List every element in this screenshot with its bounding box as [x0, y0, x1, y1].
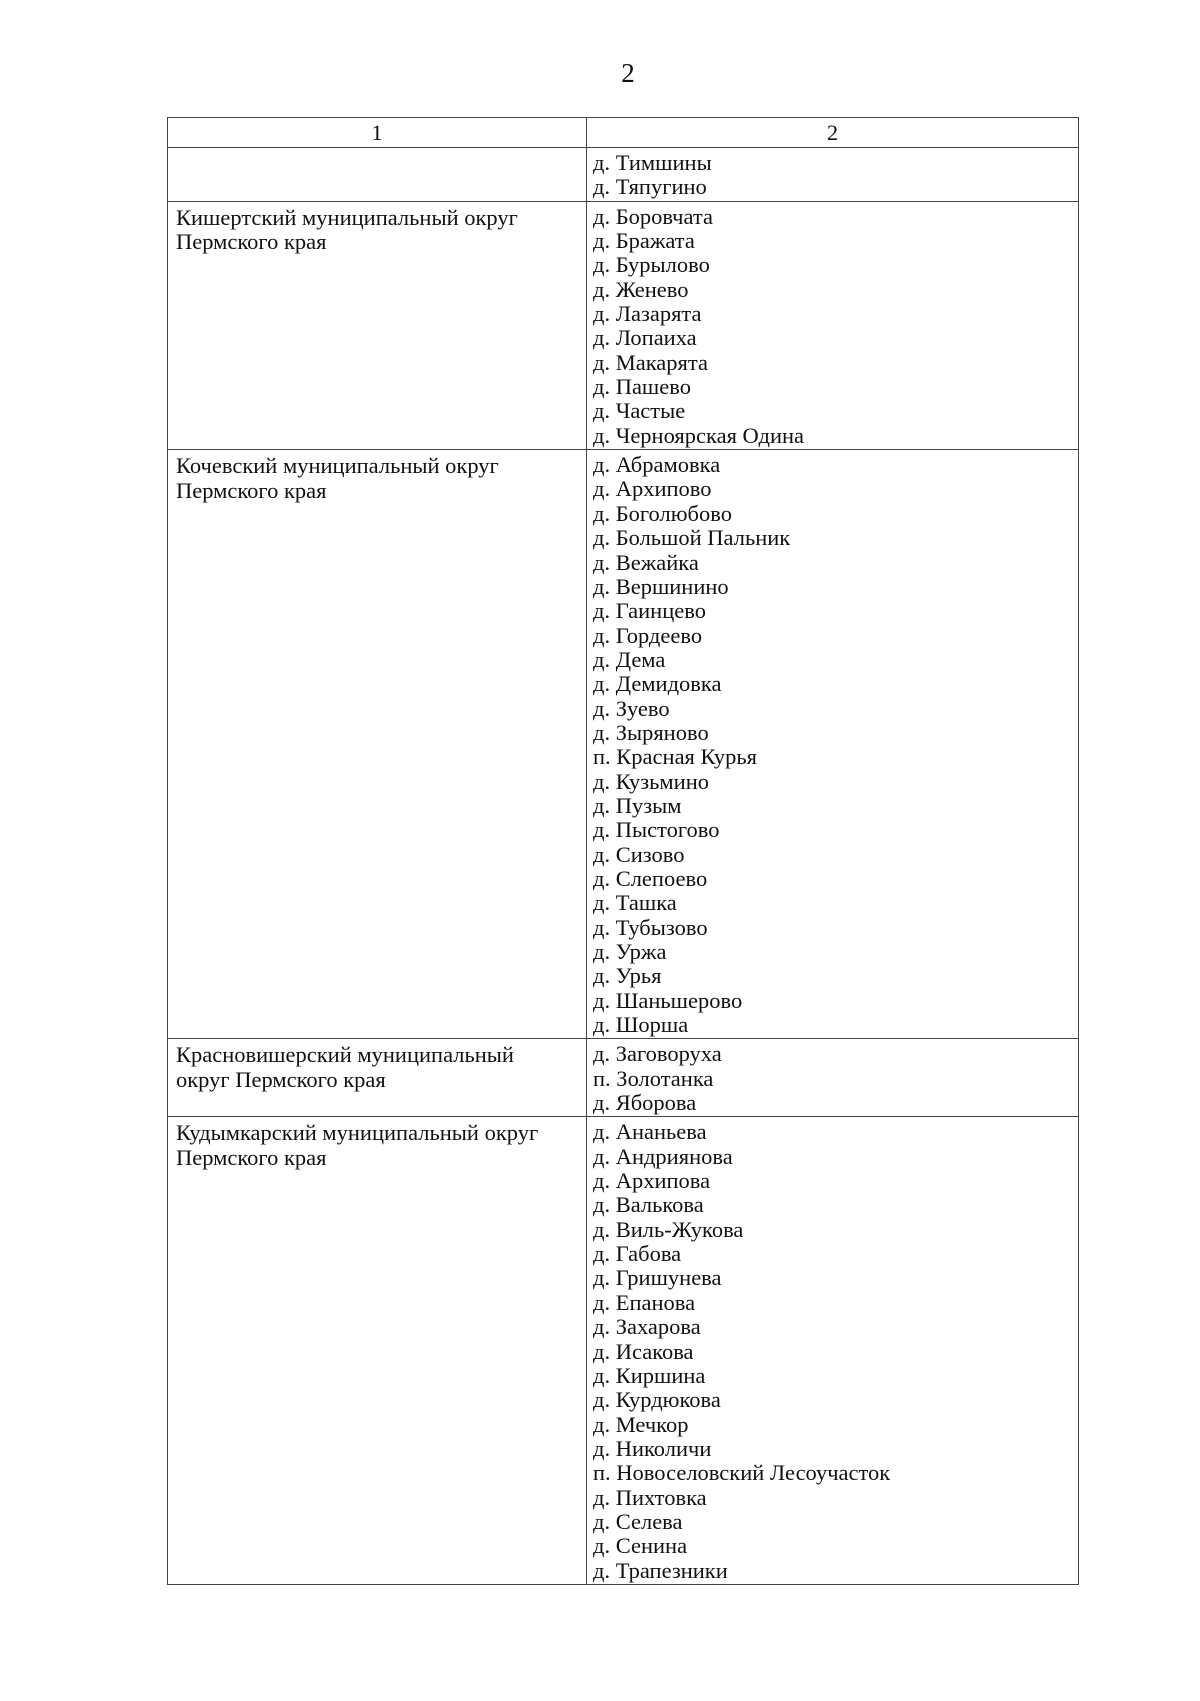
settlement-item: д. Архипова [593, 1168, 711, 1194]
settlement-item: д. Николичи [593, 1435, 712, 1461]
settlements-cell [587, 450, 1079, 1039]
settlement-item: д. Зуево [593, 695, 670, 721]
settlement-item: д. Яборова [593, 1090, 697, 1116]
table-row [168, 1039, 1079, 1117]
settlement-item: д. Тимшины [593, 150, 712, 175]
settlement-item: д. Частые [593, 398, 686, 424]
settlement-item: д. Ташка [593, 890, 677, 916]
settlement-item: д. Лопаиха [593, 325, 697, 351]
settlement-item: д. Лазарята [593, 301, 702, 327]
table-row [168, 1117, 1079, 1585]
table-row [168, 450, 1079, 1039]
settlement-item: п. Красная Курья [593, 744, 757, 770]
settlements-table [167, 117, 1079, 1585]
district-name: Кишертский муниципальный округ Пермского края [176, 204, 518, 255]
settlement-item: д. Кузьмино [593, 768, 709, 794]
settlement-item: д. Тяпугино [593, 174, 707, 200]
settlement-item: д. Женево [593, 276, 689, 302]
settlements-cell [587, 201, 1079, 449]
settlements-cell [587, 1117, 1079, 1585]
district-cell [168, 450, 587, 1039]
settlement-item: д. Захарова [593, 1314, 701, 1340]
settlement-item: д. Валькова [593, 1192, 704, 1218]
settlement-item: д. Курдюкова [593, 1387, 721, 1413]
settlement-item: д. Макарята [593, 349, 708, 375]
page-number: 2 [621, 58, 635, 88]
settlement-item: д. Урья [593, 963, 662, 989]
settlement-list [587, 148, 1078, 201]
settlement-item: д. Черноярская Одина [593, 422, 805, 448]
settlement-item: д. Уржа [593, 939, 667, 964]
settlement-item: д. Мечкор [593, 1411, 689, 1437]
settlement-item: д. Бурылово [593, 252, 710, 278]
settlement-list [587, 1039, 1078, 1116]
table-row [168, 148, 1079, 202]
settlement-item: д. Тубызово [593, 914, 708, 940]
settlement-item: д. Слепоево [593, 865, 708, 891]
settlement-item: д. Демидовка [593, 671, 722, 697]
settlement-item: д. Дема [593, 646, 666, 672]
settlement-item: д. Заговоруха [593, 1041, 722, 1067]
settlement-item: д. Бражата [593, 228, 695, 254]
settlement-item: д. Боровчата [593, 203, 713, 229]
settlement-item: д. Пузым [593, 792, 682, 818]
settlement-item: д. Шорша [593, 1012, 689, 1038]
column-header-1: 1 [168, 118, 587, 148]
settlement-item: д. Пыстогово [593, 817, 720, 843]
district-cell [168, 1039, 587, 1117]
settlement-item: д. Киршина [593, 1362, 706, 1388]
table-body [168, 148, 1079, 1585]
settlement-item: д. Трапезники [593, 1557, 728, 1583]
settlement-item: д. Абрамовка [593, 452, 721, 478]
settlement-item: д. Сизово [593, 841, 685, 867]
settlement-item: д. Вежайка [593, 549, 699, 575]
settlement-item: д. Гаинцево [593, 598, 706, 624]
settlement-item: д. Исакова [593, 1338, 694, 1364]
settlement-item: д. Вершинино [593, 573, 729, 599]
settlement-item: д. Архипово [593, 476, 712, 502]
settlement-item: д. Селева [593, 1508, 683, 1534]
settlement-item: д. Шаньшерово [593, 987, 743, 1013]
settlement-item: д. Гордеево [593, 622, 703, 648]
settlement-item: д. Гришунева [593, 1265, 722, 1291]
settlement-list [587, 1117, 1078, 1584]
district-name [168, 148, 586, 152]
district-cell [168, 1117, 587, 1585]
settlement-item: д. Пашево [593, 374, 691, 400]
settlement-item: п. Золотанка [593, 1065, 714, 1091]
settlement-item: п. Новоселовский Лесоучасток [593, 1460, 891, 1486]
district-name: Кудымкарский муниципальный округ Пермского края [176, 1120, 539, 1170]
column-header-2: 2 [587, 118, 1079, 148]
settlement-item: д. Сенина [593, 1533, 688, 1559]
settlement-item: д. Ананьева [593, 1119, 707, 1145]
settlement-item: д. Епанова [593, 1289, 696, 1315]
district-cell [168, 201, 587, 449]
settlement-item: д. Большой Пальник [593, 525, 791, 551]
district-name: Кочевский муниципальный округ Пермского края [176, 453, 499, 503]
table-row [168, 201, 1079, 449]
district-cell [168, 148, 587, 202]
district-name: Красновишерский муниципальный округ Пермского края [176, 1042, 514, 1092]
settlements-cell [587, 1039, 1079, 1117]
settlement-item: д. Габова [593, 1241, 682, 1267]
settlement-item: д. Боголюбово [593, 500, 732, 526]
settlement-list [587, 450, 1078, 1038]
settlement-item: д. Зыряново [593, 719, 709, 745]
settlement-item: д. Пихтовка [593, 1484, 707, 1510]
settlement-list [587, 202, 1078, 449]
settlements-cell [587, 148, 1079, 202]
settlement-item: д. Виль-Жукова [593, 1216, 744, 1242]
settlement-item: д. Андриянова [593, 1143, 733, 1169]
table-header-row [168, 118, 1079, 148]
